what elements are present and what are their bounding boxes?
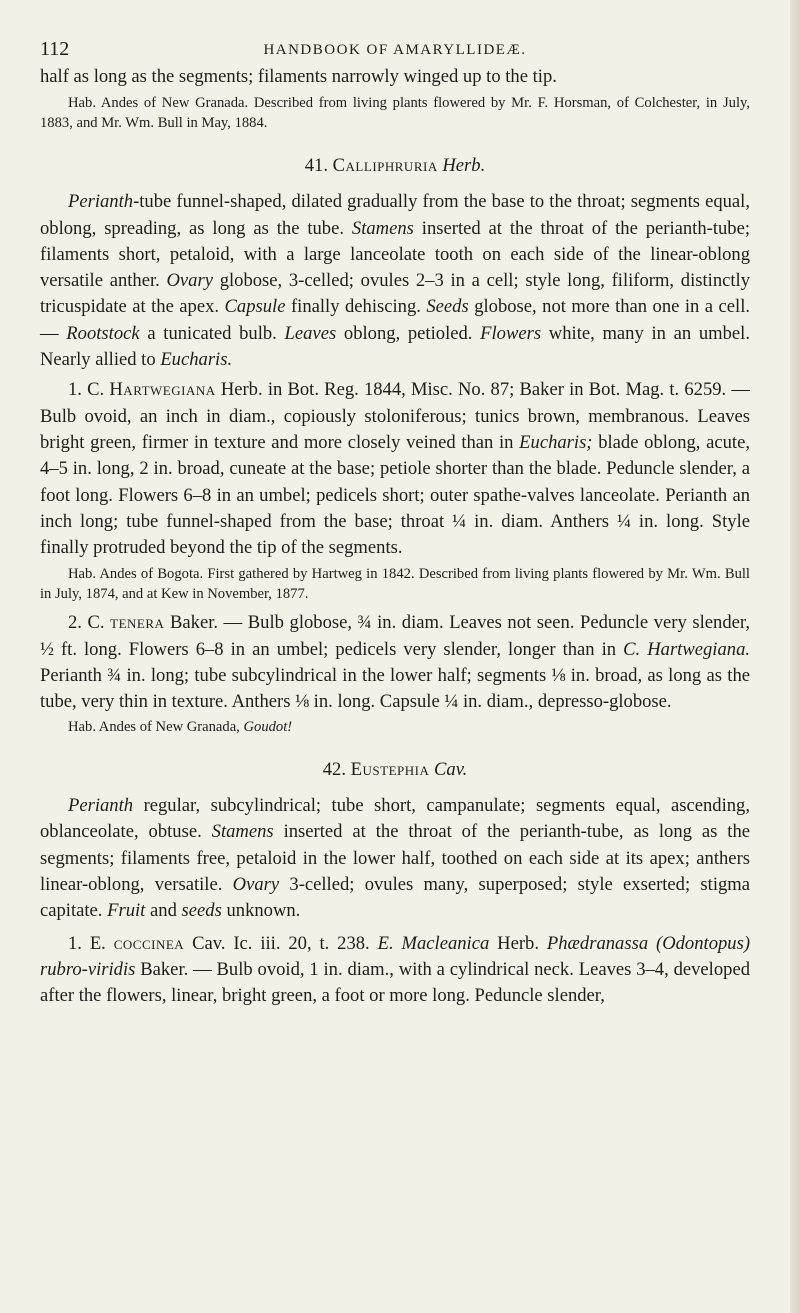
term-seeds: Seeds xyxy=(426,296,469,318)
synonym-subgenus: (Odontopus) xyxy=(656,932,751,954)
term-flowers: Flowers xyxy=(480,322,542,344)
species-epithet: coccinea xyxy=(113,932,185,954)
species-lead: 2. C. xyxy=(68,612,105,634)
species-italic: Eucharis; xyxy=(519,431,593,453)
ovary-text: globose, 3-celled; ovules 2–3 in a cell; style long, filiform, distinctly tricuspidate at the apex. xyxy=(40,270,750,318)
species-italic: C. Hartwegiana. xyxy=(623,638,751,660)
habitat-collector: Goudot! xyxy=(243,718,293,735)
term-stamens: Stamens xyxy=(351,217,414,239)
species-text: Cav. Ic. iii. 20, t. 238. xyxy=(192,932,370,954)
seeds-text: globose, not more than one in a cell. — xyxy=(40,296,751,344)
genus-name: Eustephia xyxy=(350,759,430,781)
species-lead: 1. C. xyxy=(68,379,105,401)
species-lead: 1. E. xyxy=(68,932,106,954)
perianth-text: regular, subcylindrical; tube short, campanulate; segments equal, ascending, oblanceolate, obtuse. xyxy=(40,795,750,843)
fruit-text: unknown. xyxy=(226,900,301,922)
term-perianth: Perianth xyxy=(68,795,134,817)
species-text: Perianth ¾ in. long; tube subcylindrical in the lower half; segments ⅛ in. broad, as long as the tube, very thin in texture. Anthers ⅛ in. long. Capsule ¼ in. diam., depresso-globose. xyxy=(40,665,750,713)
ovary-text: 3-celled; ovules many, superposed; style exserted; stigma capitate. xyxy=(40,874,750,922)
book-page xyxy=(40,38,750,1010)
genus-heading-eustephia xyxy=(40,759,750,781)
genus-number: 42. xyxy=(322,759,346,781)
species-hartwegiana xyxy=(40,377,750,561)
species-epithet: tenera xyxy=(110,612,165,634)
flowers-text: white, many in an umbel. Nearly allied to xyxy=(40,322,750,371)
species-text: Herb. in Bot. Reg. 1844, Misc. No. 87; Baker in Bot. Mag. t. 6259. — Bulb ovoid, an inch in diam., copiously stoloniferous; tunics brown, membranous. Leaves bright green, firmer in texture and more closely veined than in xyxy=(40,379,750,453)
species-text: Baker. — Bulb ovoid, 1 in. diam., with a cylindrical neck. Leaves 3–4, developed after the flowers, linear, bright green, a foot or more long. Peduncle slender, xyxy=(40,958,750,1007)
habitat-tenera xyxy=(40,718,750,738)
term-rootstock: Rootstock xyxy=(66,322,140,344)
genus-name: Calliphruria xyxy=(332,155,438,177)
genus-author: Cav. xyxy=(434,759,468,781)
page-number: 112 xyxy=(40,38,70,60)
rootstock-text: a tunicated bulb. xyxy=(147,322,277,344)
leaves-text: oblong, petioled. xyxy=(343,322,473,344)
species-coccinea xyxy=(40,931,750,1010)
genus-description-calliphruria xyxy=(40,189,750,373)
term-leaves: Leaves xyxy=(284,322,337,344)
synonym: E. Macleanica xyxy=(377,932,490,954)
continuation-text: half as long as the segments; filaments narrowly winged up to the tip. xyxy=(40,66,557,87)
allied-genus: Eucharis. xyxy=(160,349,233,371)
running-head xyxy=(40,38,750,64)
genus-description-eustephia xyxy=(40,793,750,924)
term-ovary: Ovary xyxy=(166,270,213,292)
term-stamens: Stamens xyxy=(211,821,274,843)
species-text: Baker. — Bulb globose, ¾ in. diam. Leaves not seen. Peduncle very slender, ½ ft. long. Flowers 6–8 in an umbel; pedicels very slender, longer than in xyxy=(40,612,750,660)
perianth-text: -tube funnel-shaped, dilated gradually from the base to the throat; segments equal, oblong, spreading, as long as the tube. xyxy=(40,191,750,239)
species-epithet: Hartwegiana xyxy=(109,379,216,401)
synonym: rubro-viridis xyxy=(40,958,136,980)
stamens-text: inserted at the throat of the perianth-tube; filaments short, petaloid, with a large lanceolate tooth on each side of the linear-oblong versatile anther. xyxy=(40,217,751,292)
genus-author: Herb. xyxy=(442,155,486,177)
habitat-text: Hab. Andes of New Granada, xyxy=(68,718,240,735)
term-perianth: Perianth xyxy=(68,191,134,213)
capsule-text: finally dehiscing. xyxy=(290,296,421,318)
species-text: blade oblong, acute, 4–5 in. long, 2 in. broad, cuneate at the base; petiole shorter than the blade. Peduncle slender, a foot long. Flowers 6–8 in an umbel; pedicels short; outer spathe-valves lanceolate. Perianth an inch long; tube funnel-shaped from the base; throat ¼ in. diam. Anthers ¼ in. long. Style finally protruded beyond the tip of the segments. xyxy=(40,431,751,559)
term-ovary: Ovary xyxy=(232,874,280,896)
continuation-habitat: Hab. Andes of New Granada. Described from living plants flowered by Mr. F. Horsman, of Colchester, in July, 1883, and Mr. Wm. Bull in May, 1884. xyxy=(40,95,750,131)
genus-number: 41. xyxy=(304,155,328,177)
genus-heading-calliphruria xyxy=(40,155,750,177)
term-seeds: seeds xyxy=(181,900,222,922)
running-title: HANDBOOK OF AMARYLLIDEÆ. xyxy=(263,42,527,58)
synonym: Phædranassa xyxy=(546,932,649,954)
species-text: Herb. xyxy=(497,932,539,954)
term-fruit: Fruit xyxy=(107,900,146,922)
habitat-hartwegiana: Hab. Andes of Bogota. First gathered by Hartweg in 1842. Described from living plants flowered by Mr. Wm. Bull in July, 1874, and at Kew in November, 1877. xyxy=(40,566,750,602)
page-edge xyxy=(790,0,800,1313)
species-tenera xyxy=(40,610,750,715)
stamens-text: inserted at the throat of the perianth-tube, as long as the segments; filaments free, petaloid in the lower half, toothed on each side at its apex; anthers linear-oblong, versatile. xyxy=(40,821,750,896)
conjunction: and xyxy=(150,900,177,922)
term-capsule: Capsule xyxy=(224,296,286,318)
